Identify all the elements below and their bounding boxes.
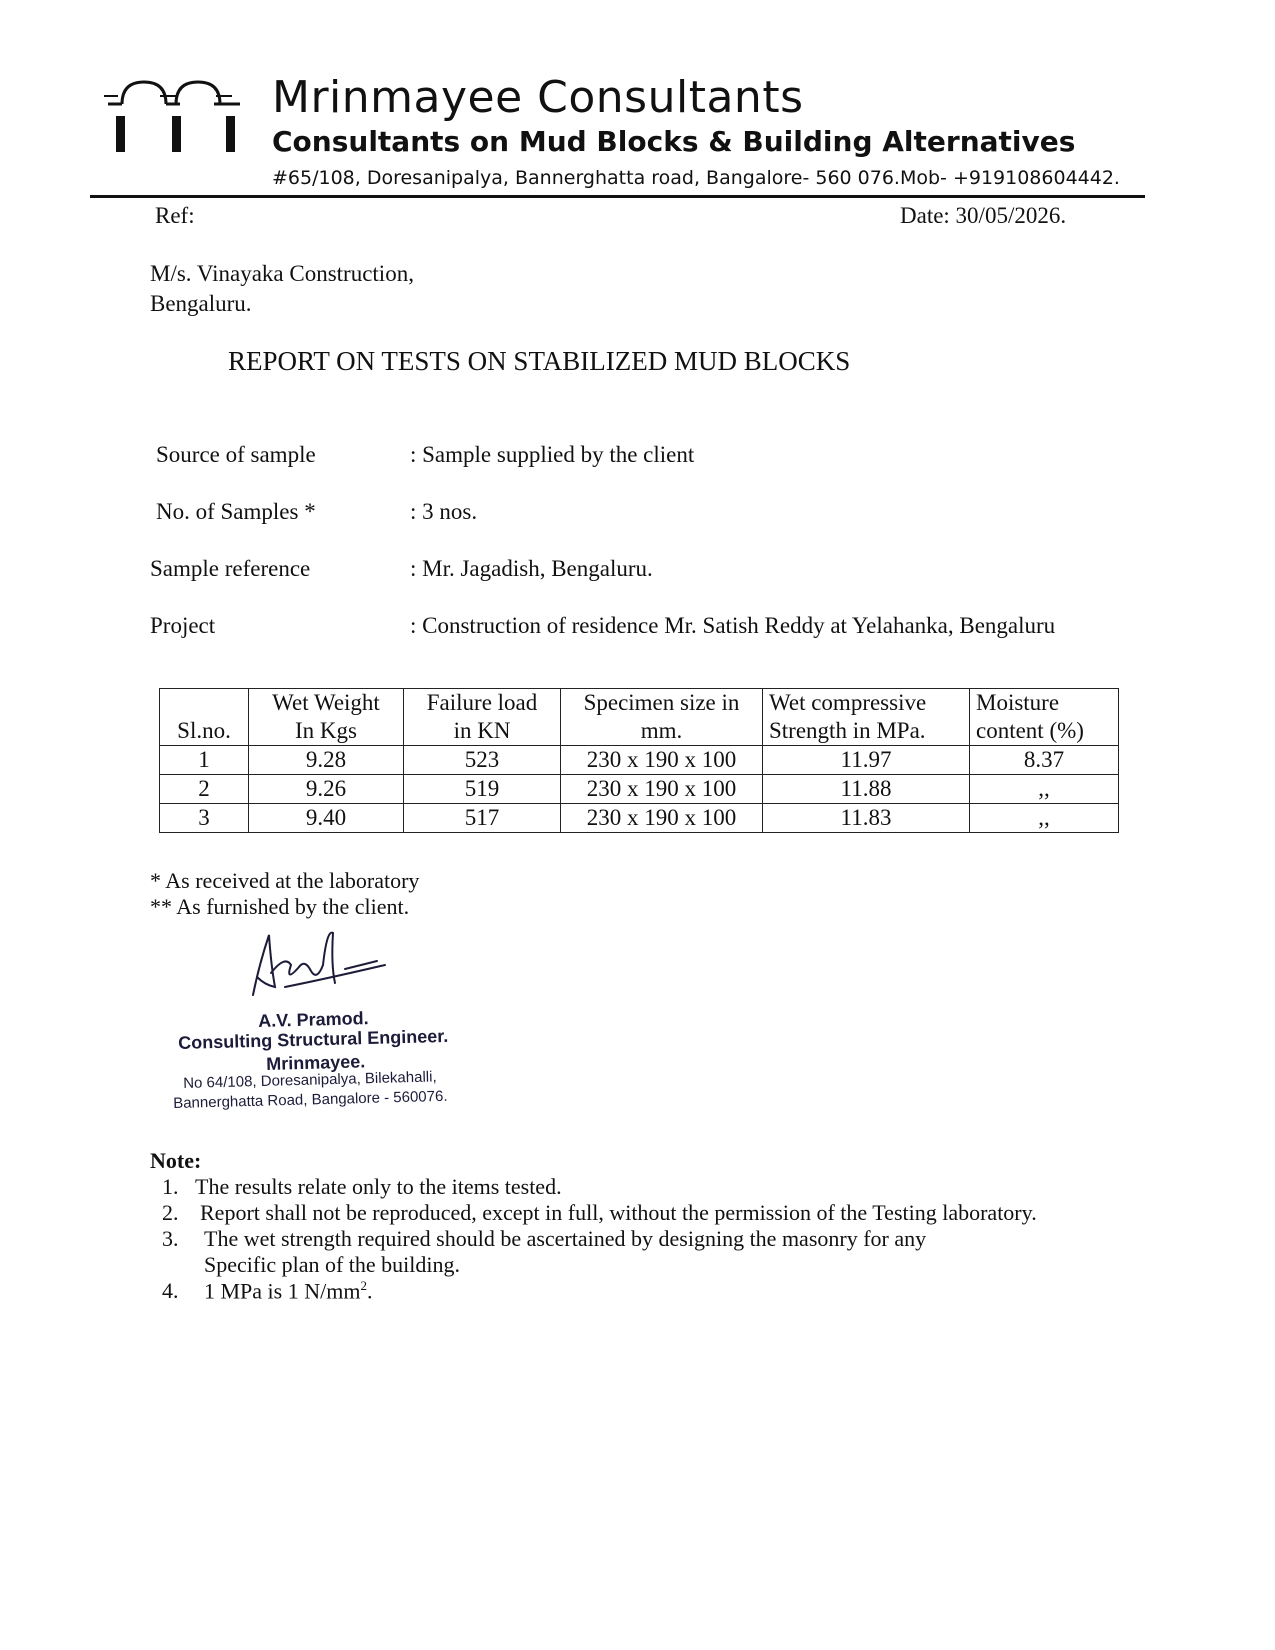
footnote-1: * As received at the laboratory [150, 868, 420, 893]
footnote-2: ** As furnished by the client. [150, 894, 410, 919]
cell-slno: 2 [160, 775, 249, 804]
detail-value-source: : Sample supplied by the client [410, 442, 695, 467]
note-text-1: The results relate only to the items tested. [195, 1174, 562, 1199]
note-text-3-cont: Specific plan of the building. [204, 1252, 460, 1277]
stamp-address-1: No 64/108, Doresanipalya, Bilekahalli, [183, 1068, 437, 1092]
note-num-1: 1. [162, 1174, 179, 1199]
cell-moisture: 8.37 [970, 746, 1119, 775]
letterhead-divider [90, 195, 1145, 198]
cell-moisture: ,, [970, 775, 1119, 804]
table-row [160, 775, 1119, 804]
header-wet-weight: Wet Weight In Kgs [249, 689, 404, 746]
note-heading: Note: [150, 1148, 202, 1173]
detail-label-project: Project [150, 613, 216, 638]
detail-label-samples: No. of Samples * [156, 499, 316, 524]
cell-wet-weight: 9.40 [249, 804, 404, 833]
note-num-2: 2. [162, 1200, 179, 1225]
cell-wet-strength: 11.97 [763, 746, 970, 775]
cell-failure-load: 517 [404, 804, 561, 833]
header-specimen-size: Specimen size in mm. [561, 689, 763, 746]
note-num-3: 3. [162, 1226, 179, 1251]
recipient-line-2: Bengaluru. [150, 291, 252, 316]
cell-slno: 1 [160, 746, 249, 775]
note-text-2: Report shall not be reproduced, except in full, without the permission of the Testing laboratory. [200, 1200, 1037, 1225]
note-text-3: The wet strength required should be ascertained by designing the masonry for any [204, 1226, 927, 1251]
table-header-row [160, 689, 1119, 746]
table-row [160, 804, 1119, 833]
results-table [159, 688, 1119, 833]
company-address: #65/108, Doresanipalya, Bannerghatta road, Bangalore- 560 076.Mob- +919108604442. [272, 167, 1120, 189]
cell-slno: 3 [160, 804, 249, 833]
arches-columns-icon [100, 78, 250, 158]
recipient-line-1: M/s. Vinayaka Construction, [150, 261, 414, 286]
cell-failure-load: 523 [404, 746, 561, 775]
company-name: Mrinmayee Consultants [272, 72, 804, 123]
cell-specimen-size: 230 x 190 x 100 [561, 746, 763, 775]
cell-moisture: ,, [970, 804, 1119, 833]
note-trailing: . [366, 1278, 373, 1304]
detail-label-source: Source of sample [156, 442, 316, 467]
detail-value-project: : Construction of residence Mr. Satish Reddy at Yelahanka, Bengaluru [410, 613, 1056, 638]
cell-wet-weight: 9.26 [249, 775, 404, 804]
stamp-org: Mrinmayee. [266, 1051, 366, 1074]
cell-wet-strength: 11.83 [763, 804, 970, 833]
note-superscript: 2 [360, 1278, 367, 1293]
header-failure-load: Failure load in KN [404, 689, 561, 746]
detail-value-reference: : Mr. Jagadish, Bengaluru. [410, 556, 653, 581]
header-moisture: Moisture content (%) [970, 689, 1119, 746]
header-wet-strength: Wet compressive Strength in MPa. [763, 689, 970, 746]
note-text-4: 1 MPa is 1 $N/mm^2$. [204, 1278, 373, 1304]
date-label: Date: 30/05/2026. [900, 203, 1067, 228]
detail-label-reference: Sample reference [150, 556, 311, 581]
stamp-title: Consulting Structural Engineer. [178, 1025, 449, 1053]
stamp-name: A.V. Pramod. [258, 1008, 369, 1031]
table-row [160, 746, 1119, 775]
signature-mark [245, 925, 395, 1010]
report-title: REPORT ON TESTS ON STABILIZED MUD BLOCKS [228, 346, 851, 376]
cell-failure-load: 519 [404, 775, 561, 804]
stamp-address-2: Bannerghatta Road, Bangalore - 560076. [173, 1087, 448, 1112]
cell-specimen-size: 230 x 190 x 100 [561, 775, 763, 804]
company-tagline: Consultants on Mud Blocks & Building Alternatives [272, 125, 1076, 158]
cell-specimen-size: 230 x 190 x 100 [561, 804, 763, 833]
note-num-4: 4. [162, 1278, 179, 1303]
ref-label: Ref: [155, 203, 195, 228]
cell-wet-weight: 9.28 [249, 746, 404, 775]
header-slno: Sl.no. [160, 689, 249, 746]
detail-value-samples: : 3 nos. [410, 499, 478, 524]
cell-wet-strength: 11.88 [763, 775, 970, 804]
